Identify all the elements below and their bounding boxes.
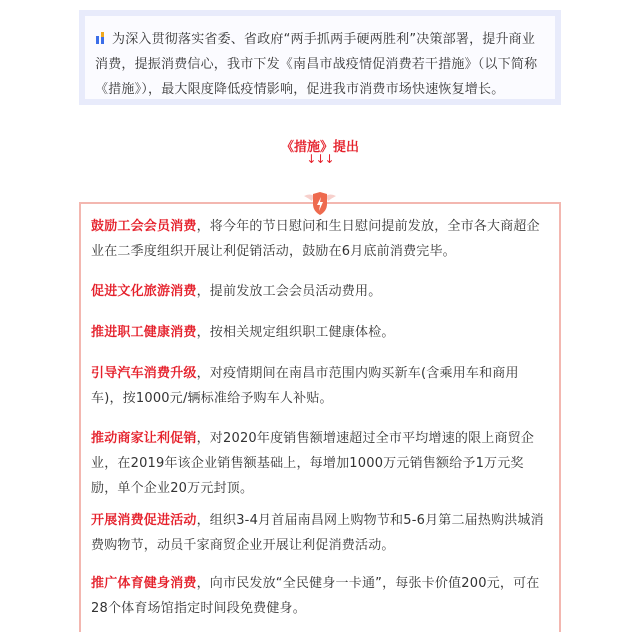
- measure-text: ，将今年的节日慰问和生日慰问提前发放，全市各大商超企业在二季度组织开展让利促销活动，鼓励在6月底前消费完毕。: [91, 219, 540, 259]
- measure-text: ，对2020年度销售额增速超过全市平均增速的限上商贸企业，在2019年该企业销售额基础上，每增加1000万元销售额给予1万元奖励，单个企业20万元封顶。: [91, 431, 535, 496]
- measure-lead: 开展消费促进活动: [91, 513, 197, 528]
- down-arrows-icon: ↓↓↓: [306, 152, 334, 166]
- measure-item: [91, 361, 549, 411]
- measure-lead: 推进职工健康消费: [91, 325, 197, 340]
- measure-text: ，按相关规定组织职工健康体检。: [196, 325, 395, 340]
- measure-item: [91, 508, 549, 558]
- measure-text: ，提前发放工会会员活动费用。: [196, 284, 382, 299]
- measure-item: [91, 571, 549, 621]
- intro-frame: [79, 10, 561, 105]
- measure-lead: 鼓励工会会员消费: [91, 219, 197, 234]
- measure-lead: 引导汽车消费升级: [91, 366, 197, 381]
- intro-text: 为深入贯彻落实省委、省政府“两手抓两手硬两胜利”决策部署，提升商业消费，提振消费信心，我市下发《南昌市战疫情促消费若干措施》（以下简称《措施》），最大限度降低疫情影响，促进我市消费市场快速恢复增长。: [95, 32, 538, 97]
- measure-lead: 促进文化旅游消费: [91, 284, 197, 299]
- measure-lead: 推广体育健身消费: [91, 576, 197, 591]
- lightning-shield-icon: [300, 190, 340, 216]
- measure-text: ，对疫情期间在南昌市范围内购买新车(含乘用车和商用车)，按1000元/辆标准给予购车人补贴。: [91, 366, 519, 406]
- measure-text: ，向市民发放“全民健身一卡通”，每张卡价值200元，可在28个体育场馆指定时间段免费健身。: [91, 576, 540, 616]
- measure-item: [91, 214, 549, 264]
- measure-item: [91, 320, 549, 345]
- measure-text: ，组织3-4月首届南昌网上购物节和5-6月第二届热购洪城消费购物节，动员千家商贸企业开展让利促消费活动。: [91, 513, 544, 553]
- measure-item: [91, 279, 549, 304]
- section-heading: 《措施》提出: [280, 140, 359, 155]
- measures-box: [79, 202, 561, 632]
- intro-panel: [85, 16, 555, 99]
- bars-icon: [95, 31, 107, 44]
- measure-item: [91, 426, 549, 501]
- measure-lead: 推动商家让利促销: [91, 431, 197, 446]
